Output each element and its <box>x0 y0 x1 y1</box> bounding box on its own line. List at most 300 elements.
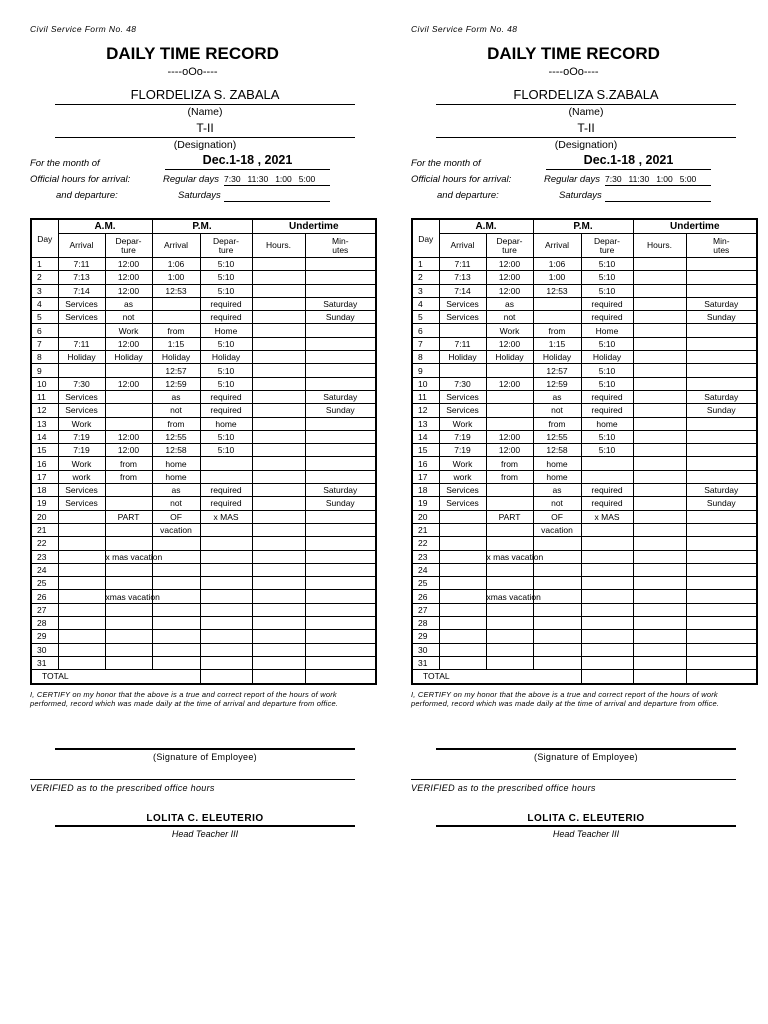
saturdays-label: Saturdays <box>178 190 221 201</box>
pm-departure-cell <box>200 563 252 576</box>
day-cell: 13 <box>412 417 439 430</box>
undertime-header: Undertime <box>252 219 376 234</box>
undertime-minutes-cell <box>686 284 757 297</box>
am-arrival-cell <box>439 364 486 377</box>
table-row <box>412 617 757 630</box>
table-row <box>31 550 376 563</box>
table-row <box>412 377 757 390</box>
table-row <box>31 457 376 470</box>
pm-arrival-cell <box>533 643 581 656</box>
departure-label: and departure: <box>56 190 118 201</box>
am-arrival-cell: Services <box>439 497 486 510</box>
am-arrival-cell: 7:30 <box>58 377 105 390</box>
regular-time: 5:00 <box>679 174 697 184</box>
undertime-hours-cell <box>252 377 305 390</box>
saturdays-line <box>605 201 711 202</box>
am-arrival-cell: 7:11 <box>439 258 486 271</box>
table-row <box>31 510 376 523</box>
pm-arrival-cell: Holiday <box>533 351 581 364</box>
pm-arrival-cell: Holiday <box>152 351 200 364</box>
verification-line <box>411 779 736 780</box>
saturdays-label: Saturdays <box>559 190 602 201</box>
undertime-minutes-cell <box>686 550 757 563</box>
am-departure-cell: from <box>486 470 533 483</box>
am-departure-cell: PART <box>105 510 152 523</box>
regular-time: 7:30 <box>224 174 241 184</box>
table-row <box>412 271 757 284</box>
pm-departure-cell <box>200 537 252 550</box>
am-arrival-cell: Holiday <box>58 351 105 364</box>
undertime-hours-cell <box>252 643 305 656</box>
am-departure-cell: 12:00 <box>486 258 533 271</box>
am-departure-cell: 12:00 <box>486 337 533 350</box>
pm-arrival-cell: not <box>152 404 200 417</box>
am-departure-cell: x mas vacation <box>486 551 544 562</box>
day-cell: 28 <box>31 617 58 630</box>
day-cell: 31 <box>412 656 439 669</box>
regular-times <box>605 174 703 184</box>
am-departure-cell: 12:00 <box>105 337 152 350</box>
pm-departure-cell <box>200 550 252 563</box>
pm-arrival-cell: 12:57 <box>533 364 581 377</box>
verification-line <box>30 779 355 780</box>
pm-arrival-cell: vacation <box>533 523 581 536</box>
undertime-hours-cell <box>252 390 305 403</box>
am-arrival-cell <box>439 324 486 337</box>
table-row <box>31 444 376 457</box>
day-cell: 16 <box>31 457 58 470</box>
month-label: For the month of <box>411 158 481 169</box>
day-cell: 4 <box>31 297 58 310</box>
day-cell: 8 <box>31 351 58 364</box>
am-arrival-cell: 7:19 <box>58 444 105 457</box>
am-arrival-cell: Work <box>439 417 486 430</box>
total-label: TOTAL <box>31 670 152 684</box>
day-cell: 23 <box>31 550 58 563</box>
day-cell: 23 <box>412 550 439 563</box>
undertime-hours-cell <box>252 537 305 550</box>
employee-name: FLORDELIZA S. ZABALA <box>55 87 355 105</box>
day-cell: 18 <box>31 484 58 497</box>
am-departure-cell: 12:00 <box>486 271 533 284</box>
am-arrival-cell <box>439 577 486 590</box>
pm-departure-cell <box>581 563 633 576</box>
pm-departure-cell: 5:10 <box>581 444 633 457</box>
am-arrival-cell <box>439 603 486 616</box>
undertime-minutes-cell <box>305 258 376 271</box>
undertime-hours-cell <box>633 603 686 616</box>
am-departure-cell <box>486 404 533 417</box>
pm-departure-header: Depar- ture <box>200 234 252 258</box>
pm-departure-cell <box>581 590 633 603</box>
am-departure-cell <box>486 523 533 536</box>
undertime-hours-cell <box>252 297 305 310</box>
am-arrival-cell: Work <box>58 457 105 470</box>
day-cell: 24 <box>31 563 58 576</box>
undertime-minutes-cell <box>305 324 376 337</box>
regular-days-line <box>605 185 711 186</box>
am-departure-cell: 12:00 <box>105 444 152 457</box>
undertime-hours-cell <box>633 470 686 483</box>
certification-text: I, CERTIFY on my honor that the above is a true and correct report of the hours of work performed, record which was made daily at the time of arrival and departure from office. <box>30 690 339 708</box>
am-arrival-cell <box>439 550 486 563</box>
pm-departure-cell: required <box>581 497 633 510</box>
pm-arrival-cell: 1:00 <box>533 271 581 284</box>
table-row <box>31 523 376 536</box>
table-row <box>412 643 757 656</box>
undertime-minutes-cell <box>305 537 376 550</box>
undertime-minutes-cell: Sunday <box>686 497 757 510</box>
table-row <box>412 258 757 271</box>
undertime-hours-cell <box>633 377 686 390</box>
undertime-minutes-cell <box>305 523 376 536</box>
day-cell: 30 <box>31 643 58 656</box>
undertime-minutes-cell <box>305 656 376 669</box>
table-row <box>412 444 757 457</box>
table-row <box>31 351 376 364</box>
am-departure-cell: xmas vacation <box>486 591 541 602</box>
name-caption: (Name) <box>568 106 604 118</box>
undertime-minutes-cell: Sunday <box>305 497 376 510</box>
day-cell: 9 <box>412 364 439 377</box>
table-row <box>412 497 757 510</box>
am-departure-cell: as <box>486 297 533 310</box>
am-arrival-cell: 7:11 <box>439 337 486 350</box>
am-arrival-cell <box>58 603 105 616</box>
pm-arrival-cell <box>533 537 581 550</box>
am-departure-cell <box>105 577 152 590</box>
day-cell: 14 <box>31 430 58 443</box>
pm-arrival-cell <box>533 563 581 576</box>
undertime-minutes-cell <box>305 351 376 364</box>
table-row <box>412 284 757 297</box>
pm-arrival-cell: 12:55 <box>533 430 581 443</box>
undertime-minutes-cell <box>686 377 757 390</box>
am-departure-cell: Work <box>105 324 152 337</box>
am-arrival-cell <box>58 537 105 550</box>
pm-departure-cell <box>581 617 633 630</box>
pm-arrival-cell: 12:57 <box>152 364 200 377</box>
table-row <box>412 630 757 643</box>
pm-departure-cell: required <box>200 297 252 310</box>
undertime-hours-cell <box>633 577 686 590</box>
undertime-minutes-cell: Saturday <box>686 484 757 497</box>
minutes-header: Min- utes <box>305 234 376 258</box>
undertime-header: Undertime <box>633 219 757 234</box>
day-cell: 25 <box>412 577 439 590</box>
am-arrival-header: Arrival <box>58 234 105 258</box>
pm-departure-cell <box>200 457 252 470</box>
day-cell: 6 <box>31 324 58 337</box>
am-departure-cell <box>105 523 152 536</box>
undertime-hours-cell <box>252 457 305 470</box>
am-arrival-cell: 7:14 <box>439 284 486 297</box>
pm-departure-cell <box>581 643 633 656</box>
am-departure-cell: 12:00 <box>105 284 152 297</box>
table-row <box>412 457 757 470</box>
employee-name: FLORDELIZA S.ZABALA <box>436 87 736 105</box>
am-arrival-cell <box>58 617 105 630</box>
table-row <box>31 617 376 630</box>
table-row <box>31 630 376 643</box>
subheader-row <box>31 234 376 258</box>
undertime-hours-cell <box>252 603 305 616</box>
am-arrival-cell <box>439 617 486 630</box>
officer-title: Head Teacher III <box>171 829 239 839</box>
pm-departure-cell: 5:10 <box>581 337 633 350</box>
am-departure-cell <box>105 364 152 377</box>
am-arrival-cell <box>58 643 105 656</box>
undertime-hours-cell <box>252 324 305 337</box>
pm-departure-cell <box>581 550 633 563</box>
pm-arrival-cell: as <box>152 484 200 497</box>
pm-departure-cell: x MAS <box>581 510 633 523</box>
undertime-hours-cell <box>633 311 686 324</box>
month-value: Dec.1-18 , 2021 <box>546 153 711 170</box>
undertime-minutes-cell: Sunday <box>686 311 757 324</box>
day-cell: 21 <box>412 523 439 536</box>
pm-arrival-cell <box>152 603 200 616</box>
undertime-hours-cell <box>252 656 305 669</box>
pm-departure-cell: 5:10 <box>581 271 633 284</box>
saturdays-line <box>224 201 330 202</box>
table-row <box>412 404 757 417</box>
day-cell: 16 <box>412 457 439 470</box>
table-row <box>412 351 757 364</box>
am-departure-cell: 12:00 <box>105 258 152 271</box>
pm-departure-cell: Holiday <box>581 351 633 364</box>
undertime-minutes-cell: Saturday <box>686 390 757 403</box>
undertime-minutes-cell: Sunday <box>686 404 757 417</box>
pm-arrival-cell <box>533 297 581 310</box>
am-arrival-cell: Services <box>439 297 486 310</box>
undertime-hours-cell <box>633 523 686 536</box>
total-label: TOTAL <box>412 670 533 684</box>
day-cell: 19 <box>412 497 439 510</box>
day-cell: 8 <box>412 351 439 364</box>
am-arrival-cell: 7:19 <box>439 430 486 443</box>
pm-departure-cell: Home <box>581 324 633 337</box>
day-cell: 27 <box>31 603 58 616</box>
undertime-hours-cell <box>252 550 305 563</box>
table-row <box>412 550 757 563</box>
designation-caption: (Designation) <box>554 139 618 151</box>
pm-departure-cell: required <box>581 297 633 310</box>
pm-departure-cell <box>200 656 252 669</box>
day-cell: 27 <box>412 603 439 616</box>
undertime-hours-cell <box>633 656 686 669</box>
pm-departure-cell <box>200 643 252 656</box>
pm-arrival-cell <box>152 630 200 643</box>
am-departure-cell: not <box>105 311 152 324</box>
undertime-hours-cell <box>633 590 686 603</box>
day-cell: 26 <box>31 590 58 603</box>
undertime-minutes-cell: Sunday <box>305 404 376 417</box>
undertime-hours-cell <box>252 523 305 536</box>
pm-departure-cell: required <box>200 404 252 417</box>
minutes-header: Min- utes <box>686 234 757 258</box>
pm-arrival-cell: from <box>533 324 581 337</box>
table-row <box>31 337 376 350</box>
undertime-minutes-cell <box>305 430 376 443</box>
am-arrival-cell: Services <box>439 311 486 324</box>
form-title: DAILY TIME RECORD <box>106 44 279 63</box>
pm-arrival-cell: not <box>152 497 200 510</box>
pm-arrival-cell: OF <box>533 510 581 523</box>
undertime-minutes-cell: Saturday <box>305 390 376 403</box>
pm-departure-cell: 5:10 <box>200 444 252 457</box>
undertime-hours-cell <box>252 364 305 377</box>
undertime-minutes-cell <box>686 444 757 457</box>
table-row <box>31 470 376 483</box>
undertime-hours-cell <box>633 457 686 470</box>
pm-departure-cell: required <box>200 311 252 324</box>
form-title: DAILY TIME RECORD <box>487 44 660 63</box>
day-cell: 11 <box>412 390 439 403</box>
am-arrival-header: Arrival <box>439 234 486 258</box>
table-row <box>31 497 376 510</box>
am-departure-cell <box>105 497 152 510</box>
undertime-minutes-cell: Saturday <box>686 297 757 310</box>
undertime-hours-cell <box>633 484 686 497</box>
undertime-minutes-cell <box>686 430 757 443</box>
pm-arrival-cell <box>152 577 200 590</box>
pm-arrival-cell: 12:55 <box>152 430 200 443</box>
pm-departure-cell: 5:10 <box>200 284 252 297</box>
table-row <box>412 297 757 310</box>
pm-departure-cell: required <box>581 404 633 417</box>
total-row <box>31 670 376 684</box>
pm-departure-cell <box>200 470 252 483</box>
regular-days-label: Regular days <box>544 174 600 185</box>
am-departure-cell <box>105 404 152 417</box>
table-row <box>31 311 376 324</box>
pm-arrival-cell: 1:06 <box>533 258 581 271</box>
signature-caption: (Signature of Employee) <box>153 752 257 762</box>
undertime-hours-cell <box>633 617 686 630</box>
pm-arrival-cell: 12:53 <box>152 284 200 297</box>
am-arrival-cell: 7:13 <box>439 271 486 284</box>
am-arrival-cell: Services <box>58 484 105 497</box>
day-cell: 12 <box>31 404 58 417</box>
pm-departure-cell: 5:10 <box>581 430 633 443</box>
pm-departure-cell <box>200 603 252 616</box>
am-departure-cell <box>105 656 152 669</box>
pm-departure-cell <box>200 577 252 590</box>
undertime-hours-cell <box>633 404 686 417</box>
pm-departure-cell <box>200 523 252 536</box>
am-arrival-cell: 7:19 <box>439 444 486 457</box>
am-departure-cell <box>105 417 152 430</box>
regular-time: 11:30 <box>628 174 650 184</box>
undertime-hours-cell <box>252 337 305 350</box>
day-cell: 20 <box>412 510 439 523</box>
pm-arrival-cell: not <box>533 404 581 417</box>
pm-arrival-cell <box>533 311 581 324</box>
pm-departure-cell: 5:10 <box>200 364 252 377</box>
undertime-minutes-cell <box>686 617 757 630</box>
undertime-minutes-cell <box>305 444 376 457</box>
day-cell: 18 <box>412 484 439 497</box>
pm-departure-cell: 5:10 <box>581 377 633 390</box>
am-departure-cell <box>486 603 533 616</box>
day-cell: 7 <box>31 337 58 350</box>
undertime-hours-cell <box>633 497 686 510</box>
pm-departure-cell: 5:10 <box>581 258 633 271</box>
undertime-minutes-cell <box>305 510 376 523</box>
pm-arrival-cell: 12:53 <box>533 284 581 297</box>
verified-text: VERIFIED as to the prescribed office hours <box>411 783 596 793</box>
pm-departure-cell: 5:10 <box>200 258 252 271</box>
pm-arrival-cell <box>533 617 581 630</box>
table-row <box>412 324 757 337</box>
table-row <box>31 643 376 656</box>
table-row <box>31 377 376 390</box>
day-cell: 17 <box>31 470 58 483</box>
header-row <box>412 219 757 234</box>
undertime-hours-cell <box>252 311 305 324</box>
table-row <box>412 537 757 550</box>
pm-arrival-cell: 12:58 <box>533 444 581 457</box>
am-arrival-cell <box>439 630 486 643</box>
undertime-minutes-cell <box>686 590 757 603</box>
am-arrival-cell <box>58 510 105 523</box>
pm-departure-cell: required <box>581 311 633 324</box>
am-departure-cell <box>486 417 533 430</box>
day-cell: 17 <box>412 470 439 483</box>
day-cell: 3 <box>31 284 58 297</box>
am-arrival-cell: 7:30 <box>439 377 486 390</box>
day-cell: 28 <box>412 617 439 630</box>
am-departure-cell: 12:00 <box>105 430 152 443</box>
pm-departure-cell <box>581 523 633 536</box>
table-row <box>31 404 376 417</box>
pm-arrival-cell <box>152 311 200 324</box>
form-number: Civil Service Form No. 48 <box>411 24 518 34</box>
dtr-form <box>411 0 756 1024</box>
undertime-minutes-cell <box>305 643 376 656</box>
pm-arrival-cell: 1:15 <box>533 337 581 350</box>
pm-arrival-cell: 1:15 <box>152 337 200 350</box>
table-row <box>412 603 757 616</box>
am-departure-cell: 12:00 <box>486 430 533 443</box>
undertime-hours-cell <box>633 258 686 271</box>
undertime-minutes-cell <box>686 470 757 483</box>
table-row <box>412 364 757 377</box>
name-caption: (Name) <box>187 106 223 118</box>
am-arrival-cell: work <box>439 470 486 483</box>
am-arrival-cell <box>439 590 486 603</box>
undertime-hours-cell <box>252 444 305 457</box>
undertime-minutes-cell <box>305 377 376 390</box>
title-ornament: ----oOo---- <box>167 66 218 78</box>
am-departure-cell <box>105 484 152 497</box>
undertime-hours-cell <box>633 430 686 443</box>
pm-arrival-cell <box>152 537 200 550</box>
undertime-hours-cell <box>633 351 686 364</box>
undertime-minutes-cell <box>305 550 376 563</box>
undertime-minutes-cell <box>686 537 757 550</box>
pm-arrival-cell: 12:59 <box>533 377 581 390</box>
am-departure-cell <box>486 577 533 590</box>
am-departure-cell: Holiday <box>486 351 533 364</box>
am-departure-cell <box>105 537 152 550</box>
am-departure-cell <box>486 617 533 630</box>
pm-departure-cell: required <box>581 390 633 403</box>
pm-arrival-cell: from <box>533 417 581 430</box>
undertime-minutes-cell <box>305 630 376 643</box>
undertime-hours-cell <box>252 563 305 576</box>
